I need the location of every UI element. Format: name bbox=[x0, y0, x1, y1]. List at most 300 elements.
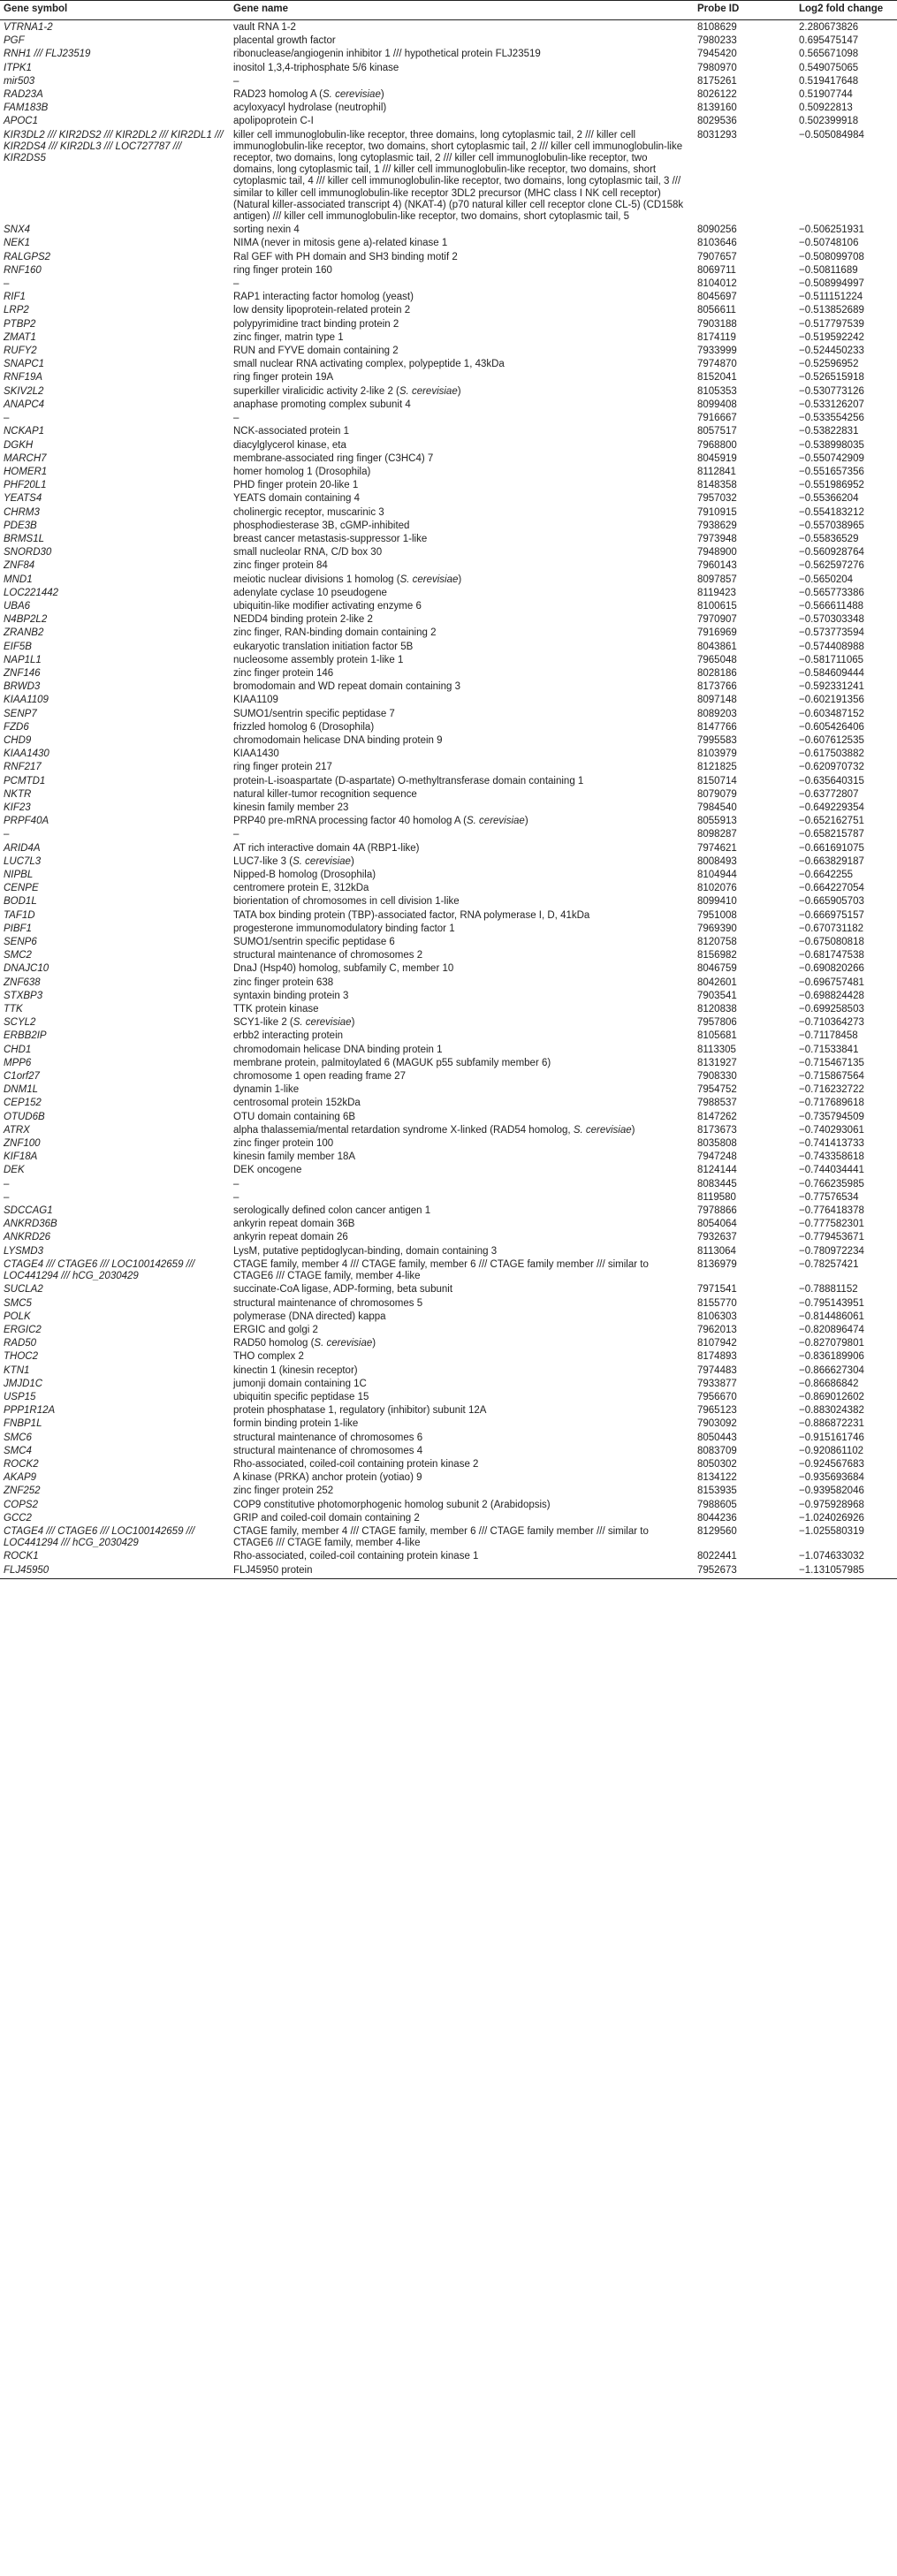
cell-log2-fold-change: −0.78257421 bbox=[799, 1258, 859, 1270]
cell-probe-id: 8099408 bbox=[697, 399, 737, 410]
cell-probe-id: 8174119 bbox=[697, 331, 736, 343]
cell-log2-fold-change: −0.55836529 bbox=[799, 533, 859, 544]
cell-log2-fold-change: −0.566611488 bbox=[799, 600, 864, 612]
cell-gene-symbol: NIPBL bbox=[4, 870, 34, 880]
cell-gene-name: AT rich interactive domain 4A (RBP1-like) bbox=[233, 842, 420, 854]
cell-log2-fold-change: −0.52596952 bbox=[799, 359, 859, 370]
cell-gene-name: PRP40 pre-mRNA processing factor 40 homolog A (S. cerevisiae) bbox=[233, 816, 528, 827]
cell-gene-symbol: SDCCAG1 bbox=[4, 1205, 53, 1217]
table-row bbox=[0, 760, 897, 773]
cell-log2-fold-change: −0.592331241 bbox=[799, 681, 864, 693]
cell-probe-id: 7984540 bbox=[697, 802, 737, 813]
cell-gene-symbol: TTK bbox=[4, 1004, 23, 1015]
cell-gene-name: structural maintenance of chromosomes 2 bbox=[233, 950, 423, 961]
cell-log2-fold-change: −0.869012602 bbox=[799, 1391, 864, 1402]
cell-gene-name: succinate-CoA ligase, ADP-forming, beta subunit bbox=[233, 1284, 453, 1296]
cell-gene-symbol: PGF bbox=[4, 35, 25, 47]
cell-log2-fold-change: −0.526515918 bbox=[799, 372, 864, 384]
cell-gene-name: syntaxin binding protein 3 bbox=[233, 990, 349, 1001]
table-row bbox=[0, 370, 897, 384]
cell-log2-fold-change: −1.025580319 bbox=[799, 1525, 864, 1537]
cell-gene-name: LysM, putative peptidoglycan-binding, domain containing 3 bbox=[233, 1245, 498, 1257]
table-body bbox=[0, 20, 897, 1579]
cell-log2-fold-change: −0.741413733 bbox=[799, 1138, 864, 1150]
cell-gene-symbol: COPS2 bbox=[4, 1499, 38, 1510]
table-row bbox=[0, 236, 897, 249]
table-row bbox=[0, 384, 897, 398]
cell-log2-fold-change: −0.666975157 bbox=[799, 909, 864, 921]
cell-gene-name: small nucleolar RNA, C/D box 30 bbox=[233, 547, 383, 559]
cell-log2-fold-change: −0.975928968 bbox=[799, 1499, 864, 1510]
table-row bbox=[0, 827, 897, 840]
cell-gene-symbol: ROCK2 bbox=[4, 1458, 39, 1470]
table-row bbox=[0, 411, 897, 424]
cell-probe-id: 7970907 bbox=[697, 614, 737, 626]
cell-gene-symbol: SNX4 bbox=[4, 224, 31, 236]
cell-log2-fold-change: −0.519592242 bbox=[799, 331, 864, 343]
table-row bbox=[0, 1403, 897, 1417]
cell-log2-fold-change: −0.505084984 bbox=[799, 129, 864, 141]
cell-log2-fold-change: −0.715467135 bbox=[799, 1057, 864, 1068]
cell-probe-id: 7903092 bbox=[697, 1418, 737, 1430]
table-row bbox=[0, 653, 897, 666]
table-row bbox=[0, 976, 897, 989]
cell-probe-id: 8139160 bbox=[697, 103, 737, 114]
table-row bbox=[0, 1123, 897, 1136]
cell-log2-fold-change: −0.735794509 bbox=[799, 1111, 864, 1122]
cell-probe-id: 8147766 bbox=[697, 721, 737, 733]
cell-gene-name: ring finger protein 160 bbox=[233, 264, 332, 276]
cell-probe-id: 8120758 bbox=[697, 937, 737, 948]
cell-gene-symbol: N4BP2L2 bbox=[4, 614, 48, 626]
table-row bbox=[0, 303, 897, 316]
cell-probe-id: 7908330 bbox=[697, 1071, 737, 1083]
cell-probe-id: 8029536 bbox=[697, 116, 737, 127]
cell-log2-fold-change: −0.71178458 bbox=[799, 1030, 858, 1042]
cell-log2-fold-change: 0.565671098 bbox=[799, 49, 859, 60]
cell-gene-name: protein phosphatase 1, regulatory (inhibitor) subunit 12A bbox=[233, 1405, 487, 1417]
cell-probe-id: 7903188 bbox=[697, 318, 737, 330]
cell-probe-id: 8112841 bbox=[697, 466, 736, 477]
cell-probe-id: 8124144 bbox=[697, 1165, 737, 1176]
cell-log2-fold-change: −0.517797539 bbox=[799, 318, 864, 330]
cell-gene-name: kinesin family member 18A bbox=[233, 1151, 356, 1163]
cell-gene-name: FLJ45950 protein bbox=[230, 1563, 694, 1579]
cell-log2-fold-change: −0.780972234 bbox=[799, 1245, 864, 1257]
cell-gene-symbol: TAF1D bbox=[4, 909, 35, 921]
cell-gene-name: – bbox=[233, 413, 239, 424]
cell-probe-id: 8153935 bbox=[697, 1486, 737, 1497]
cell-probe-id: 8148358 bbox=[697, 480, 737, 491]
cell-gene-name: kinectin 1 (kinesin receptor) bbox=[233, 1364, 358, 1376]
cell-gene-name: zinc finger protein 84 bbox=[233, 560, 328, 572]
cell-gene-name: Nipped-B homolog (Drosophila) bbox=[233, 870, 376, 880]
cell-log2-fold-change: −1.131057985 bbox=[795, 1563, 897, 1579]
header-log2-fold-change: Log2 fold change bbox=[795, 1, 897, 20]
cell-probe-id: 7947248 bbox=[697, 1151, 737, 1163]
cell-gene-name: ring finger protein 19A bbox=[233, 372, 334, 384]
table-row bbox=[0, 491, 897, 505]
table-header-row bbox=[0, 1, 897, 20]
cell-gene-symbol: RUFY2 bbox=[4, 346, 37, 357]
cell-log2-fold-change: −0.524450233 bbox=[799, 346, 864, 357]
cell-gene-symbol: SENP6 bbox=[4, 937, 37, 948]
cell-log2-fold-change: −0.605426406 bbox=[799, 721, 864, 733]
cell-gene-name: TATA box binding protein (TBP)-associated factor, RNA polymerase I, D, 41kDa bbox=[233, 909, 590, 921]
cell-gene-symbol: FAM183B bbox=[4, 103, 49, 114]
cell-gene-symbol: ZNF84 bbox=[4, 560, 35, 572]
cell-gene-name: SUMO1/sentrin specific peptidase 7 bbox=[233, 708, 395, 719]
cell-probe-id: 8105681 bbox=[697, 1030, 737, 1042]
cell-gene-name: COP9 constitutive photomorphogenic homolog subunit 2 (Arabidopsis) bbox=[233, 1499, 551, 1510]
cell-gene-name: natural killer-tumor recognition sequence bbox=[233, 788, 417, 800]
table-row bbox=[0, 331, 897, 344]
cell-gene-name: OTU domain containing 6B bbox=[233, 1111, 356, 1122]
table-row bbox=[0, 680, 897, 693]
cell-log2-fold-change: −0.570303348 bbox=[799, 614, 864, 626]
cell-log2-fold-change: −0.607612535 bbox=[799, 734, 864, 746]
table-row bbox=[0, 1349, 897, 1363]
table-row bbox=[0, 948, 897, 961]
table-row bbox=[0, 1498, 897, 1511]
cell-probe-id: 7962013 bbox=[697, 1324, 737, 1335]
cell-gene-name: DnaJ (Hsp40) homolog, subfamily C, member 10 bbox=[233, 963, 454, 975]
cell-probe-id: 8131927 bbox=[697, 1057, 737, 1068]
cell-log2-fold-change: −0.78881152 bbox=[799, 1284, 858, 1296]
cell-probe-id: 8100615 bbox=[697, 600, 737, 612]
cell-gene-symbol: OTUD6B bbox=[4, 1111, 45, 1122]
cell-gene-name: structural maintenance of chromosomes 4 bbox=[233, 1445, 423, 1456]
table-row bbox=[0, 344, 897, 357]
cell-probe-id: 7988537 bbox=[697, 1098, 737, 1109]
cell-gene-symbol: PPP1R12A bbox=[4, 1405, 56, 1417]
table-row bbox=[0, 908, 897, 922]
cell-log2-fold-change: −0.658215787 bbox=[799, 829, 864, 840]
cell-gene-name: – bbox=[233, 278, 239, 290]
cell-probe-id: 7969390 bbox=[697, 923, 737, 934]
cell-gene-symbol: BRWD3 bbox=[4, 681, 41, 693]
table-row bbox=[0, 1002, 897, 1015]
cell-gene-symbol: ZRANB2 bbox=[4, 627, 44, 639]
cell-log2-fold-change: −0.617503882 bbox=[799, 748, 864, 760]
cell-gene-symbol: ANAPC4 bbox=[4, 399, 45, 410]
cell-gene-name: – bbox=[233, 75, 239, 87]
cell-probe-id: 8103646 bbox=[697, 238, 737, 249]
cell-gene-symbol: PIBF1 bbox=[4, 923, 32, 934]
table-row bbox=[0, 747, 897, 760]
cell-log2-fold-change: −0.71533841 bbox=[799, 1044, 859, 1055]
cell-probe-id: 8103979 bbox=[697, 748, 737, 760]
cell-gene-name: biorientation of chromosomes in cell division 1-like bbox=[233, 896, 460, 908]
cell-probe-id: 8031293 bbox=[697, 129, 737, 141]
cell-log2-fold-change: −0.6642255 bbox=[799, 870, 854, 880]
table-row bbox=[0, 1230, 897, 1243]
cell-probe-id: 8134122 bbox=[697, 1472, 737, 1484]
table-row bbox=[0, 1204, 897, 1217]
cell-log2-fold-change: −0.766235985 bbox=[799, 1178, 864, 1189]
cell-gene-name: YEATS domain containing 4 bbox=[233, 493, 360, 505]
cell-gene-symbol: RNH1 /// FLJ23519 bbox=[4, 49, 91, 60]
table-row bbox=[0, 961, 897, 975]
cell-probe-id: 7965048 bbox=[697, 654, 737, 665]
cell-gene-symbol: SMC5 bbox=[4, 1297, 32, 1309]
cell-probe-id: 8174893 bbox=[697, 1351, 737, 1363]
cell-probe-id: 8113305 bbox=[697, 1044, 736, 1055]
cell-probe-id: 8083709 bbox=[697, 1445, 737, 1456]
cell-log2-fold-change: −0.866627304 bbox=[799, 1364, 864, 1376]
cell-gene-name: – bbox=[233, 829, 239, 840]
table-row bbox=[0, 438, 897, 452]
table-row bbox=[0, 922, 897, 935]
cell-log2-fold-change: −0.814486061 bbox=[799, 1311, 864, 1322]
cell-log2-fold-change: −0.744034441 bbox=[799, 1165, 864, 1176]
cell-gene-name: THO complex 2 bbox=[233, 1351, 304, 1363]
cell-log2-fold-change: −0.603487152 bbox=[799, 708, 864, 719]
cell-probe-id: 8147262 bbox=[697, 1111, 737, 1122]
cell-gene-name: KIAA1430 bbox=[233, 748, 279, 760]
cell-log2-fold-change: −0.715867564 bbox=[799, 1071, 864, 1083]
table-row bbox=[0, 1177, 897, 1190]
table-row bbox=[0, 505, 897, 519]
cell-probe-id: 7971541 bbox=[697, 1284, 737, 1296]
cell-log2-fold-change: −0.716232722 bbox=[799, 1084, 864, 1096]
table-row bbox=[0, 1549, 897, 1562]
cell-gene-name: diacylglycerol kinase, eta bbox=[233, 439, 346, 451]
cell-gene-symbol: ERBB2IP bbox=[4, 1030, 47, 1042]
cell-gene-symbol: USP15 bbox=[4, 1391, 36, 1402]
table-row bbox=[0, 452, 897, 465]
cell-probe-id: 8044236 bbox=[697, 1512, 737, 1524]
cell-log2-fold-change: −0.649229354 bbox=[799, 802, 864, 813]
cell-gene-name: zinc finger protein 638 bbox=[233, 976, 334, 988]
cell-log2-fold-change: −0.508099708 bbox=[799, 251, 864, 262]
cell-probe-id: 8045919 bbox=[697, 452, 737, 464]
table-row bbox=[0, 20, 897, 34]
cell-probe-id: 7974483 bbox=[697, 1364, 737, 1376]
cell-gene-name: zinc finger protein 146 bbox=[233, 667, 334, 679]
cell-gene-name: RAD23 homolog A (S. cerevisiae) bbox=[233, 89, 384, 101]
cell-gene-name: RAD50 homolog (S. cerevisiae) bbox=[233, 1338, 376, 1349]
cell-gene-name: ubiquitin specific peptidase 15 bbox=[233, 1391, 369, 1402]
cell-gene-name: serologically defined colon cancer antigen 1 bbox=[233, 1205, 431, 1217]
cell-log2-fold-change: 0.50922813 bbox=[799, 103, 853, 114]
cell-gene-name: small nuclear RNA activating complex, polypeptide 1, 43kDa bbox=[233, 359, 505, 370]
cell-gene-symbol: ATRX bbox=[4, 1124, 30, 1136]
cell-probe-id: 7907657 bbox=[697, 251, 737, 262]
cell-gene-name: polypyrimidine tract binding protein 2 bbox=[233, 318, 399, 330]
cell-probe-id: 8090256 bbox=[697, 224, 737, 236]
cell-gene-symbol: CENPE bbox=[4, 883, 39, 894]
cell-gene-symbol: ZMAT1 bbox=[4, 331, 36, 343]
cell-log2-fold-change: −0.581711065 bbox=[799, 654, 864, 665]
cell-gene-symbol: PDE3B bbox=[4, 520, 37, 531]
cell-gene-symbol: SMC6 bbox=[4, 1432, 32, 1443]
cell-probe-id: 8107942 bbox=[697, 1338, 737, 1349]
cell-gene-name: CTAGE family, member 4 /// CTAGE family, member 6 /// CTAGE family member /// similar to CTAGE6 /// CTAGE family, member 4-like bbox=[233, 1258, 649, 1282]
cell-gene-symbol: – bbox=[4, 278, 10, 290]
cell-gene-symbol: ZNF252 bbox=[4, 1486, 41, 1497]
cell-gene-symbol: GCC2 bbox=[4, 1512, 32, 1524]
cell-probe-id: 8102076 bbox=[697, 883, 737, 894]
cell-probe-id: 7974621 bbox=[697, 842, 737, 854]
cell-probe-id: 7952673 bbox=[694, 1563, 795, 1579]
cell-gene-symbol: YEATS4 bbox=[4, 493, 42, 505]
cell-probe-id: 7973948 bbox=[697, 533, 737, 544]
cell-probe-id: 7988605 bbox=[697, 1499, 737, 1510]
cell-log2-fold-change: 0.51907744 bbox=[799, 89, 853, 101]
cell-log2-fold-change: −0.915161746 bbox=[799, 1432, 864, 1443]
cell-log2-fold-change: −0.538998035 bbox=[799, 439, 864, 451]
cell-gene-symbol: SCYL2 bbox=[4, 1017, 36, 1029]
cell-probe-id: 8043861 bbox=[697, 641, 737, 652]
cell-gene-symbol: MARCH7 bbox=[4, 452, 47, 464]
cell-probe-id: 8106303 bbox=[697, 1311, 737, 1322]
cell-gene-name: NEDD4 binding protein 2-like 2 bbox=[233, 614, 373, 626]
cell-gene-symbol: SNAPC1 bbox=[4, 359, 45, 370]
table-row bbox=[0, 532, 897, 545]
cell-log2-fold-change: −0.50811689 bbox=[799, 264, 858, 276]
cell-log2-fold-change: −0.511151224 bbox=[799, 292, 863, 303]
cell-gene-symbol: – bbox=[4, 1178, 10, 1189]
cell-log2-fold-change: −0.77576534 bbox=[799, 1191, 859, 1203]
cell-gene-symbol: CTAGE4 /// CTAGE6 /// LOC100142659 /// LOC441294 /// hCG_2030429 bbox=[4, 1525, 195, 1549]
cell-gene-symbol: NEK1 bbox=[4, 238, 31, 249]
cell-log2-fold-change: −0.924567683 bbox=[799, 1458, 864, 1470]
table-row bbox=[0, 424, 897, 437]
cell-gene-symbol: RALGPS2 bbox=[4, 251, 51, 262]
cell-log2-fold-change: −0.557038965 bbox=[799, 520, 864, 531]
table-row bbox=[0, 290, 897, 303]
table-row bbox=[0, 774, 897, 787]
cell-gene-name: sorting nexin 4 bbox=[233, 224, 300, 236]
cell-gene-symbol: ITPK1 bbox=[4, 62, 32, 73]
cell-gene-symbol: RNF160 bbox=[4, 264, 42, 276]
cell-log2-fold-change: −0.935693684 bbox=[799, 1472, 864, 1484]
cell-log2-fold-change: −0.710364273 bbox=[799, 1017, 864, 1029]
cell-probe-id: 8136979 bbox=[697, 1258, 737, 1270]
table-row bbox=[0, 1163, 897, 1176]
cell-probe-id: 8054064 bbox=[697, 1219, 737, 1230]
cell-gene-name: killer cell immunoglobulin-like receptor, three domains, long cytoplasmic tail, 2 /// killer cell immunoglobulin-like receptor, two domains, short cytoplasmic tail, 2 /// killer cell immunoglobulin-like receptor, two domains, long cytoplasmic tail, 2 /// killer cell immunoglobulin-like receptor, two domains, long cytoplasmic tail, 1 /// killer cell immunoglobulin-like receptor, two domains, short cytoplasmic tail, 4 /// killer cell immunoglobulin-like receptor, two domains, long cytoplasmic tail, 3 /// similar to killer cell immunoglobulin-like receptor 3DL2 precursor (MHC class I NK cell receptor) (Natural killer-associated transcript 4) (NKAT-4) (p70 natural killer cell receptor clone CL-5) (CD158k antigen) /// killer cell immunoglobulin-like receptor, two domains, short cytoplasmic tail, 5 bbox=[233, 129, 684, 223]
cell-gene-symbol: SKIV2L2 bbox=[4, 385, 44, 397]
cell-gene-name: bromodomain and WD repeat domain containing 3 bbox=[233, 681, 460, 693]
cell-probe-id: 7957032 bbox=[697, 493, 737, 505]
cell-log2-fold-change: −0.508994997 bbox=[799, 278, 864, 290]
table-row bbox=[0, 626, 897, 639]
cell-log2-fold-change: −0.675080818 bbox=[799, 937, 864, 948]
cell-gene-name: adenylate cyclase 10 pseudogene bbox=[233, 587, 387, 598]
cell-probe-id: 7938629 bbox=[697, 520, 737, 531]
table-row bbox=[0, 1083, 897, 1096]
cell-gene-name: frizzled homolog 6 (Drosophila) bbox=[233, 721, 375, 733]
cell-gene-symbol: VTRNA1-2 bbox=[4, 22, 53, 33]
cell-log2-fold-change: −0.565773386 bbox=[799, 587, 864, 598]
cell-gene-name: chromosome 1 open reading frame 27 bbox=[233, 1071, 406, 1083]
table-row bbox=[0, 989, 897, 1002]
table-row bbox=[0, 1457, 897, 1470]
table-row bbox=[0, 855, 897, 868]
cell-gene-symbol: – bbox=[4, 829, 10, 840]
cell-gene-symbol: JMJD1C bbox=[4, 1378, 43, 1389]
cell-probe-id: 8083445 bbox=[697, 1178, 737, 1189]
table-row bbox=[0, 814, 897, 827]
cell-gene-name: GRIP and coiled-coil domain containing 2 bbox=[233, 1512, 420, 1524]
table-row bbox=[0, 1484, 897, 1497]
cell-log2-fold-change: −0.533554256 bbox=[799, 413, 864, 424]
cell-gene-name: structural maintenance of chromosomes 5 bbox=[233, 1297, 423, 1309]
cell-gene-name: cholinergic receptor, muscarinic 3 bbox=[233, 506, 384, 518]
cell-gene-symbol: SMC2 bbox=[4, 950, 32, 961]
cell-probe-id: 7916667 bbox=[697, 413, 737, 424]
cell-log2-fold-change: −1.024026926 bbox=[799, 1512, 864, 1524]
cell-gene-symbol: EIF5B bbox=[4, 641, 32, 652]
table-row bbox=[0, 894, 897, 908]
cell-gene-name: ankyrin repeat domain 26 bbox=[233, 1232, 348, 1243]
cell-gene-symbol: PHF20L1 bbox=[4, 480, 47, 491]
cell-gene-symbol: SNORD30 bbox=[4, 547, 52, 559]
table-row bbox=[0, 693, 897, 706]
table-row bbox=[0, 101, 897, 114]
cell-gene-name: Rho-associated, coiled-coil containing protein kinase 1 bbox=[233, 1551, 479, 1562]
cell-log2-fold-change: −0.652162751 bbox=[799, 816, 864, 827]
cell-gene-name: zinc finger, RAN-binding domain containing 2 bbox=[233, 627, 437, 639]
cell-probe-id: 7954752 bbox=[697, 1084, 737, 1096]
cell-gene-name: NCK-associated protein 1 bbox=[233, 426, 350, 437]
cell-log2-fold-change: −0.827079801 bbox=[799, 1338, 864, 1349]
cell-probe-id: 8046759 bbox=[697, 963, 737, 975]
cell-gene-symbol: ARID4A bbox=[4, 842, 41, 854]
cell-gene-name: polymerase (DNA directed) kappa bbox=[233, 1311, 386, 1322]
table-row bbox=[0, 707, 897, 720]
cell-gene-name: – bbox=[233, 1191, 239, 1203]
cell-gene-symbol: LRP2 bbox=[4, 305, 29, 316]
cell-gene-name: LUC7-like 3 (S. cerevisiae) bbox=[233, 855, 354, 867]
cell-gene-symbol: KIR3DL2 /// KIR2DS2 /// KIR2DL2 /// KIR2DL1 /// KIR2DS4 /// KIR2DL3 /// LOC727787 /// KIR2DS5 bbox=[4, 129, 224, 164]
cell-log2-fold-change: −0.690820266 bbox=[799, 963, 864, 975]
table-row bbox=[0, 1244, 897, 1258]
cell-probe-id: 8173673 bbox=[697, 1124, 737, 1136]
cell-probe-id: 7957806 bbox=[697, 1017, 737, 1029]
cell-probe-id: 8119580 bbox=[697, 1191, 736, 1203]
cell-gene-symbol: AKAP9 bbox=[4, 1472, 37, 1484]
table-row bbox=[0, 801, 897, 814]
cell-gene-name: breast cancer metastasis-suppressor 1-like bbox=[233, 533, 428, 544]
table-row bbox=[0, 1015, 897, 1029]
cell-gene-symbol: KTN1 bbox=[4, 1364, 30, 1376]
table-row bbox=[0, 1470, 897, 1484]
table-row bbox=[0, 114, 897, 127]
cell-gene-symbol: ERGIC2 bbox=[4, 1324, 42, 1335]
cell-probe-id: 8050302 bbox=[697, 1458, 737, 1470]
cell-log2-fold-change: −0.560928764 bbox=[799, 547, 864, 559]
cell-gene-name: ERGIC and golgi 2 bbox=[233, 1324, 318, 1335]
table-row bbox=[0, 1511, 897, 1524]
cell-probe-id: 8057517 bbox=[697, 426, 737, 437]
cell-gene-symbol: POLK bbox=[4, 1311, 31, 1322]
cell-gene-symbol: APOC1 bbox=[4, 116, 38, 127]
cell-gene-name: formin binding protein 1-like bbox=[233, 1418, 359, 1430]
cell-log2-fold-change: 0.695475147 bbox=[799, 35, 859, 47]
table-row bbox=[0, 34, 897, 47]
cell-log2-fold-change: −0.777582301 bbox=[799, 1219, 864, 1230]
cell-gene-name: erbb2 interacting protein bbox=[233, 1030, 344, 1042]
cell-gene-symbol: MND1 bbox=[4, 574, 33, 585]
cell-log2-fold-change: −0.886872231 bbox=[799, 1418, 864, 1430]
cell-gene-name: alpha thalassemia/mental retardation syndrome X-linked (RAD54 homolog, S. cerevisiae) bbox=[233, 1124, 635, 1136]
cell-log2-fold-change: −0.740293061 bbox=[799, 1124, 864, 1136]
cell-gene-symbol: SMC4 bbox=[4, 1445, 32, 1456]
cell-probe-id: 8150714 bbox=[697, 775, 737, 786]
